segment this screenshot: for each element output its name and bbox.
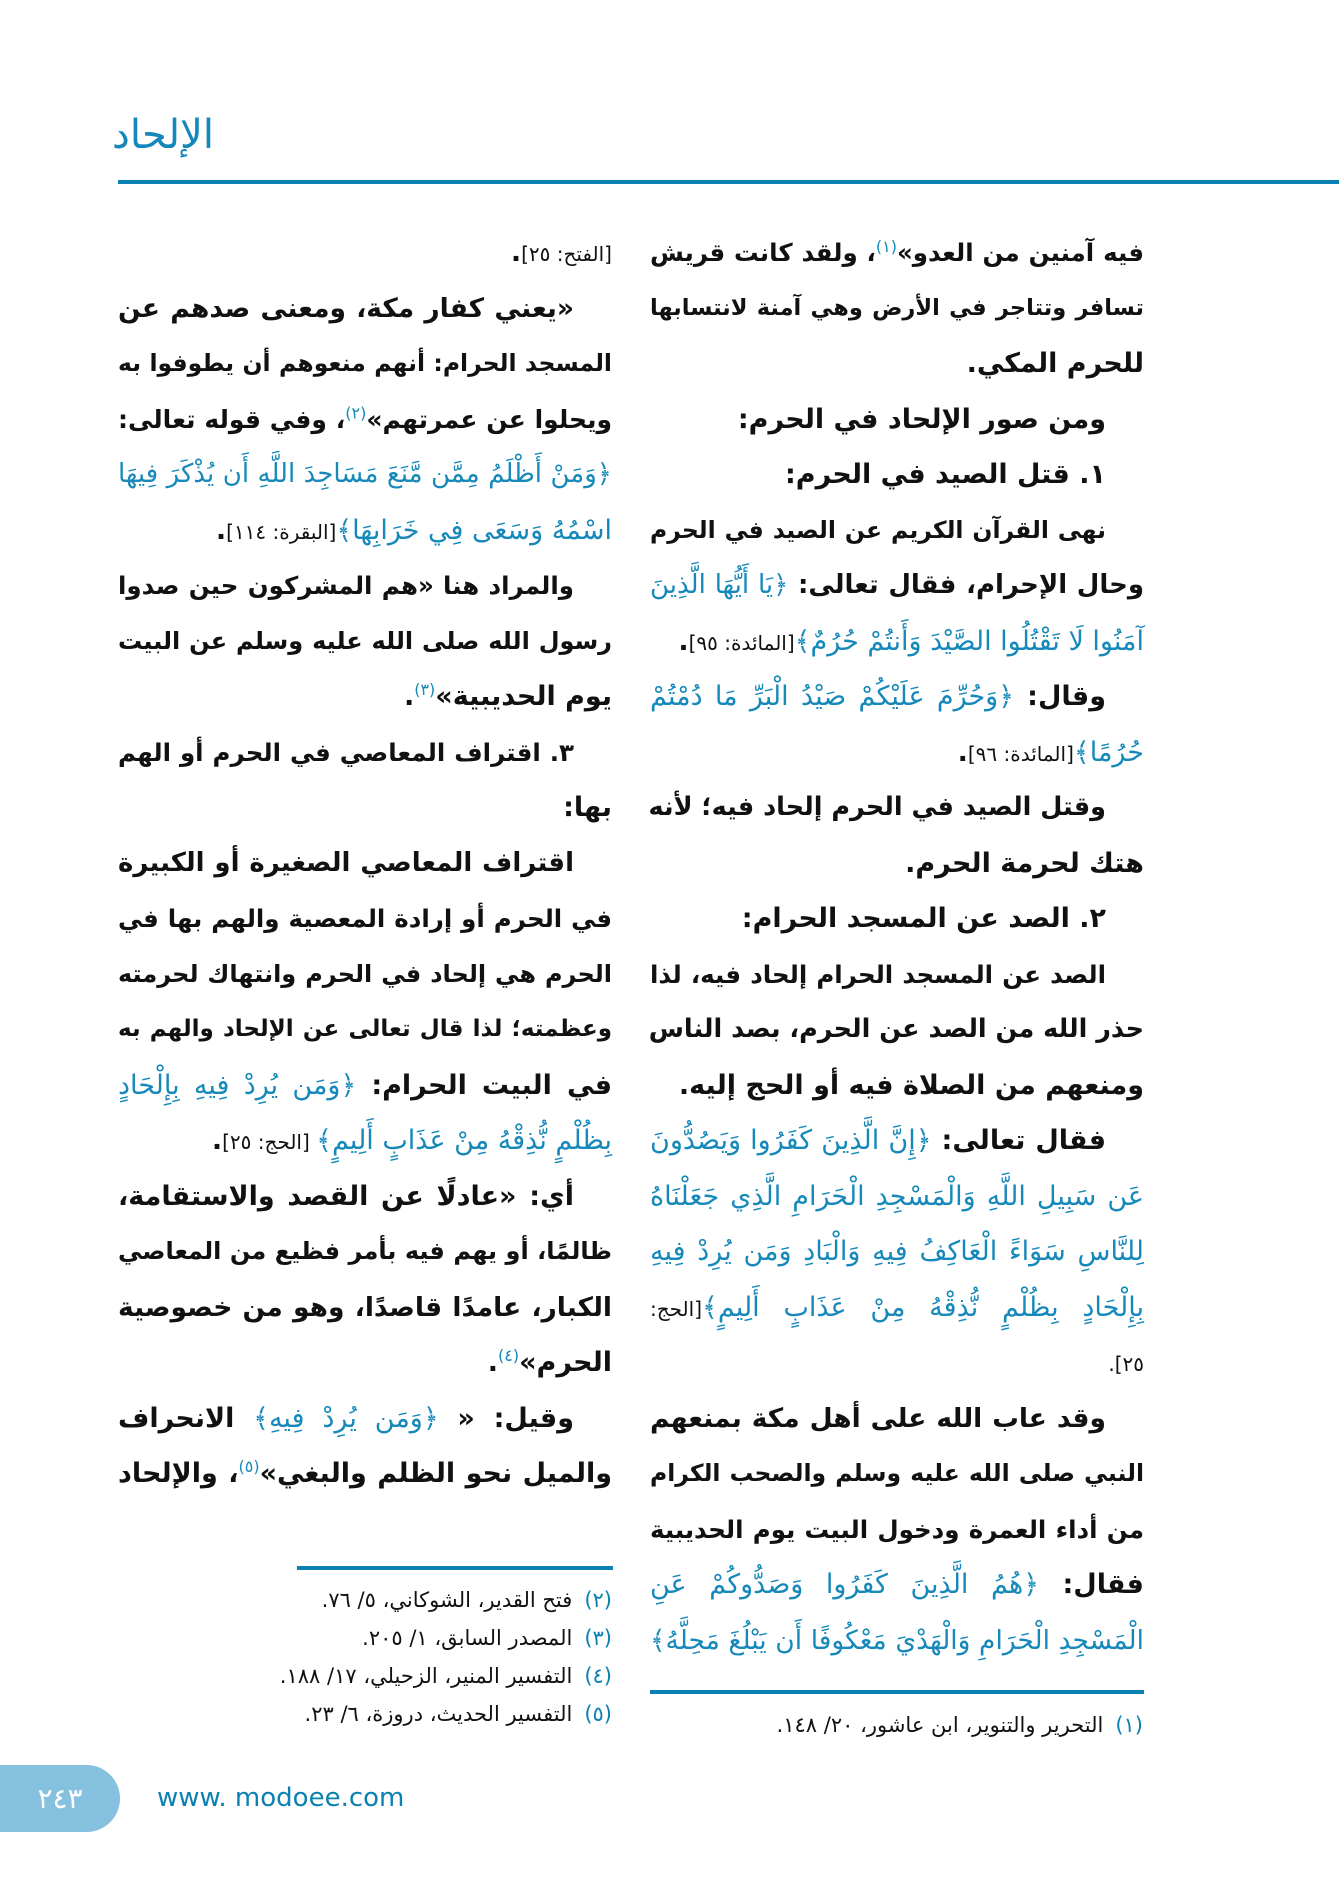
text-line [118, 1058, 612, 1114]
text-line [650, 1224, 1144, 1280]
quran-verse: ﴿وَمَنْ أَظْلَمُ مِمَّن مَّنَعَ مَسَاجِدَ اللَّهِ أَن يُذْكَرَ فِيهَا [118, 459, 612, 489]
text-line [118, 1002, 612, 1058]
body-text: وقال: [1014, 681, 1106, 712]
text-line [650, 1557, 1144, 1613]
verse-reference: [الفتح: ٢٥] [521, 242, 612, 266]
text-line [650, 1113, 1144, 1169]
body-text: أي: «عادلًا عن القصد والاستقامة، [118, 1180, 574, 1212]
running-header-title: الإلحاد [112, 112, 214, 158]
body-text: فيه آمنين من العدو» [896, 238, 1144, 267]
body-text: والميل نحو الظلم والبغي» [259, 1458, 612, 1489]
text-line [650, 1280, 1144, 1336]
body-text: يوم الحديبية» [435, 681, 612, 712]
body-text: . [211, 1125, 223, 1156]
verse-reference: [المائدة: ٩٥] [688, 630, 795, 655]
text-line [118, 503, 612, 559]
footnote-text: المصدر السابق، ١/ ٢٠٥. [362, 1626, 573, 1650]
text-line [650, 891, 1144, 947]
text-line [650, 1446, 1144, 1502]
body-text: . [403, 681, 415, 712]
text-line [650, 836, 1144, 892]
section-heading: ٣. اقتراف المعاصي في الحرم أو الهم [118, 737, 574, 767]
text-line [650, 225, 1144, 281]
text-line [650, 1002, 1144, 1058]
body-text: وقد عاب الله على أهل مكة بمنعهم [650, 1402, 1106, 1434]
body-text: ، وفي قوله تعالى: [118, 404, 346, 434]
website-url: www. modoee.com [157, 1783, 405, 1813]
text-line [118, 1391, 612, 1447]
footnote-1 [777, 1706, 1143, 1744]
footnote-text: التفسير المنير، الزحيلي، ١٧/ ١٨٨. [279, 1664, 573, 1688]
quran-verse: بِظُلْمٍ نُّذِقْهُ مِنْ عَذَابٍ أَلِيمٍ﴾ [316, 1125, 612, 1156]
text-line [118, 225, 612, 281]
footnote-marker[interactable]: (٥) [238, 1457, 260, 1476]
text-line [118, 614, 612, 670]
footnote-text: التحرير والتنوير، ابن عاشور، ٢٠/ ١٤٨. [776, 1713, 1104, 1737]
section-heading: ١. قتل الصيد في الحرم: [785, 459, 1106, 490]
text-line [118, 447, 612, 503]
body-text: وحال الإحرام، فقال تعالى: [788, 570, 1144, 600]
text-line [650, 503, 1144, 559]
footnote-marker[interactable]: (٣) [414, 680, 436, 699]
verse-reference: [الحج: ٢٥] [222, 1130, 317, 1154]
page-number-badge: ٢٤٣ [0, 1765, 120, 1832]
body-text: فقال تعالى: [931, 1125, 1106, 1156]
footnote-marker[interactable]: (٤) [498, 1346, 520, 1365]
body-text: . [487, 1347, 499, 1378]
body-text: للحرم المكي. [966, 348, 1144, 379]
text-line [650, 1169, 1144, 1225]
text-line [118, 836, 612, 892]
body-text: ومن صور الإلحاد في الحرم: [737, 403, 1106, 435]
body-text: الكبار، عامدًا قاصدًا، وهو من خصوصية [118, 1291, 612, 1323]
body-text: فقال: [1039, 1569, 1144, 1600]
text-line [650, 1391, 1144, 1447]
quran-verse: ﴿وَمَن يُرِدْ فِيهِ﴾ [253, 1402, 439, 1434]
footnote-4 [280, 1657, 612, 1695]
text-line [118, 1113, 612, 1169]
text-line [650, 392, 1144, 448]
body-text: الانحراف [118, 1402, 254, 1434]
text-line [118, 1335, 612, 1391]
footnote-text: التفسير الحديث، دروزة، ٦/ ٢٣. [304, 1702, 573, 1726]
footnote-5 [305, 1695, 612, 1733]
footnote-number: (٣) [584, 1626, 612, 1650]
text-line [118, 392, 612, 448]
text-line [118, 558, 612, 614]
quran-verse: آمَنُوا لَا تَقْتُلُوا الصَّيْدَ وَأَنتُمْ حُرُمٌ﴾ [794, 625, 1144, 657]
body-text: هتك لحرمة الحرم. [905, 847, 1144, 879]
quran-verse: ﴿إِنَّ الَّذِينَ كَفَرُوا وَيَصُدُّونَ [650, 1125, 932, 1156]
body-text: حذر الله من الصد عن الحرم، بصد الناس [648, 1014, 1144, 1044]
left-footnote-rule [297, 1566, 613, 1570]
footnote-marker[interactable]: (٢) [345, 403, 367, 423]
quran-verse: الْمَسْجِدِ الْحَرَامِ وَالْهَدْيَ مَعْكُوفًا أَن يَبْلُغَ مَحِلَّهُ﴾ [650, 1624, 1144, 1656]
body-text: تسافر وتتاجر في الأرض وهي آمنة لانتسابها [650, 294, 1144, 321]
body-text: في الحرم أو إرادة المعصية والهم بها في [118, 904, 612, 933]
text-line [650, 947, 1144, 1003]
body-text: اقتراف المعاصي الصغيرة أو الكبيرة [118, 847, 574, 878]
right-footnote-rule [650, 1690, 1144, 1694]
verse-reference: [المائدة: ٩٦] [967, 741, 1074, 766]
section-heading: بها: [563, 792, 612, 823]
footnote-number: (١) [1115, 1713, 1143, 1737]
footnote-number: (٢) [584, 1588, 612, 1612]
section-heading: ٢. الصد عن المسجد الحرام: [741, 903, 1106, 934]
text-line [650, 1502, 1144, 1558]
text-line [650, 558, 1144, 614]
text-line [650, 336, 1144, 392]
verse-reference: [الحج: [650, 1296, 703, 1321]
body-text: الحرم هي إلحاد في الحرم وانتهاك لحرمته [118, 959, 612, 988]
body-text: وقتل الصيد في الحرم إلحاد فيه؛ لأنه [648, 792, 1106, 822]
footnote-text: فتح القدير، الشوكاني، ٥/ ٧٦. [321, 1588, 573, 1612]
right-text-column [650, 225, 1144, 1668]
quran-verse: ﴿هُمُ الَّذِينَ كَفَرُوا وَصَدُّوكُمْ عَنِ [650, 1569, 1040, 1600]
body-text: نهى القرآن الكريم عن الصيد في الحرم [650, 515, 1106, 544]
quran-verse: بِإِلْحَادٍ بِظُلْمٍ نُّذِقْهُ مِنْ عَذَابٍ أَلِيمٍ﴾ [702, 1291, 1144, 1323]
body-text: النبي صلى الله عليه وسلم والصحب الكرام [650, 1459, 1144, 1487]
body-text: ، ولقد كانت قريش [650, 238, 876, 267]
text-line [118, 1446, 612, 1502]
header-rule [118, 180, 1339, 184]
body-text: في البيت الحرام: [356, 1069, 612, 1101]
body-text: ظالمًا، أو يهم فيه بأمر فظيع من المعاصي [118, 1237, 612, 1265]
quran-verse: ﴿وَحُرِّمَ عَلَيْكُمْ صَيْدُ الْبَرِّ مَا دُمْتُمْ [650, 681, 1015, 712]
body-text: وقيل: « [438, 1402, 575, 1434]
body-text: . [215, 514, 227, 546]
body-text: المسجد الحرام: أنهم منعوهم أن يطوفوا به [118, 349, 612, 377]
text-line [118, 891, 612, 947]
body-text: ويحلوا عن عمرتهم» [366, 404, 612, 434]
verse-reference: [البقرة: ١١٤] [226, 519, 337, 544]
body-text: ومنعهم من الصلاة فيه أو الحج إليه. [678, 1069, 1144, 1101]
body-text: والمراد هنا «هم المشركون حين صدوا [118, 571, 574, 600]
quran-verse: لِلنَّاسِ سَوَاءً الْعَاكِفُ فِيهِ وَالْبَادِ وَمَن يُرِدْ فِيهِ [650, 1236, 1144, 1267]
body-text: من أداء العمرة ودخول البيت يوم الحديبية [650, 1514, 1144, 1544]
text-line [650, 1058, 1144, 1114]
quran-verse: ﴿يَا أَيُّهَا الَّذِينَ [650, 570, 789, 600]
quran-verse: حُرُمًا﴾ [1073, 736, 1144, 768]
body-text: ، والإلحاد [118, 1458, 239, 1489]
text-line [118, 281, 612, 337]
text-line [118, 1224, 612, 1280]
text-line [650, 614, 1144, 670]
text-line [118, 336, 612, 392]
text-line [650, 780, 1144, 836]
text-line [650, 725, 1144, 781]
footnote-2 [322, 1581, 612, 1619]
text-line [118, 947, 612, 1003]
text-line [650, 447, 1144, 503]
body-text: «يعني كفار مكة، ومعنى صدهم عن [118, 292, 574, 324]
quran-verse: اسْمُهُ وَسَعَى فِي خَرَابِهَا﴾ [336, 514, 612, 546]
body-text: . [510, 237, 522, 268]
text-line [118, 1280, 612, 1336]
text-line [118, 669, 612, 725]
body-text: . [957, 736, 968, 768]
text-line [118, 725, 612, 781]
text-line [118, 780, 612, 836]
body-text: الحرم» [519, 1347, 612, 1378]
text-line [650, 669, 1144, 725]
body-text: رسول الله صلى الله عليه وسلم عن البيت [118, 626, 612, 655]
verse-reference: ٢٥]. [1108, 1352, 1144, 1376]
text-line [118, 1169, 612, 1225]
left-text-column [118, 225, 612, 1502]
text-line [650, 1613, 1144, 1669]
quran-verse: عَن سَبِيلِ اللَّهِ وَالْمَسْجِدِ الْحَرَامِ الَّذِي جَعَلْنَاهُ [650, 1180, 1144, 1212]
body-text: . [678, 625, 689, 657]
footnote-marker[interactable]: (١) [875, 236, 897, 256]
text-line [650, 281, 1144, 337]
quran-verse: ﴿وَمَن يُرِدْ فِيهِ بِإِلْحَادٍ [118, 1069, 357, 1101]
text-line [650, 1335, 1144, 1391]
footnote-3 [362, 1619, 612, 1657]
body-text: الصد عن المسجد الحرام إلحاد فيه، لذا [650, 959, 1106, 989]
footnote-number: (٤) [584, 1664, 612, 1688]
body-text: وعظمته؛ لذا قال تعالى عن الإلحاد والهم به [118, 1016, 612, 1042]
footnote-number: (٥) [584, 1702, 612, 1726]
